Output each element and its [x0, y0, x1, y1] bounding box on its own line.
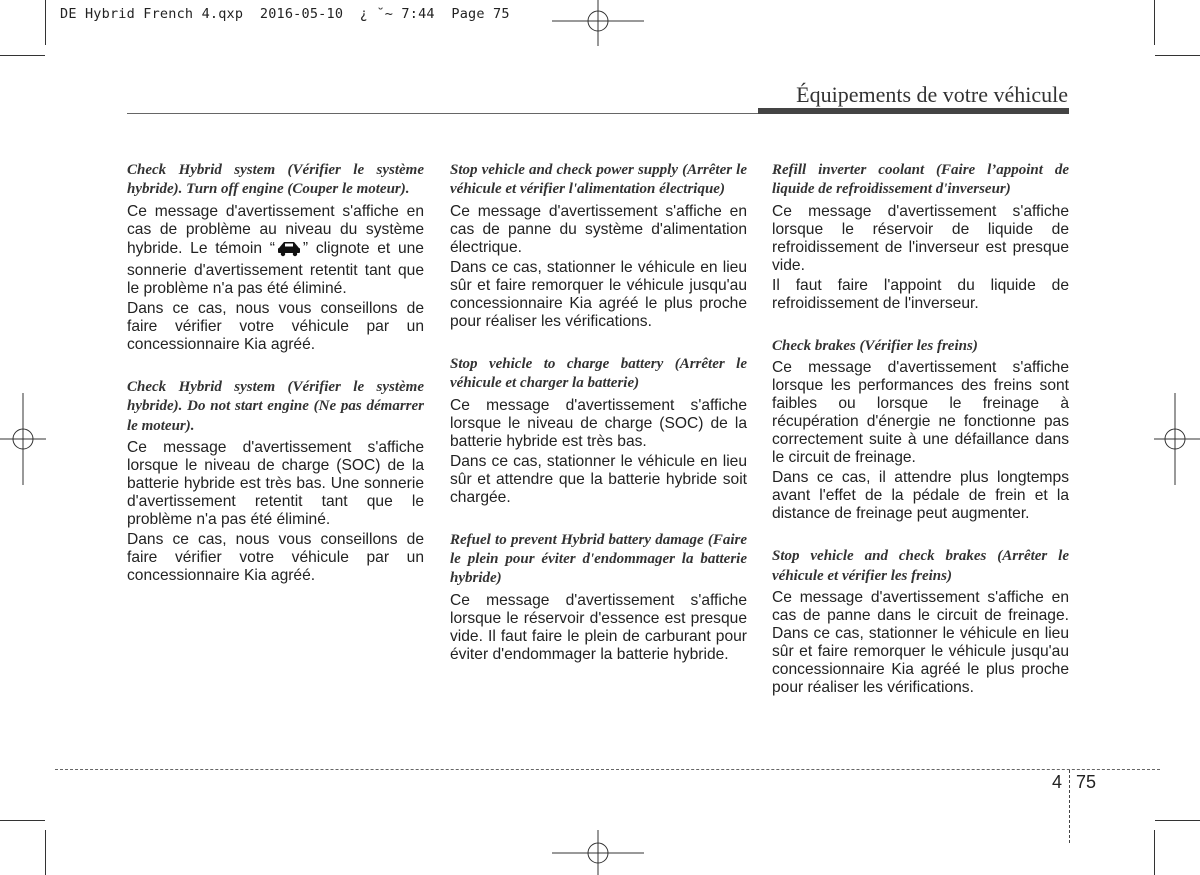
section-heading: Stop vehicle and check brakes (Arrêter le véhicule et vérifier les freins): [772, 548, 1069, 584]
paragraph-text: ” clignote et une sonnerie d'avertissement retentit tant que le problème n'a pas été éliminé.: [127, 239, 424, 297]
section-heading: Stop vehicle to charge battery (Arrêter le véhicule et charger la batterie): [450, 355, 747, 392]
body-paragraph: Ce message d'avertissement s'affiche lorsque le réservoir de liquide de refroidissement de l'inverseur est presque vide.: [772, 202, 1069, 274]
footer-dashed-rule: [55, 769, 1160, 770]
column-2: [450, 161, 747, 666]
body-paragraph: Dans ce cas, il attendre plus longtemps avant l'effet de la pédale de frein et la distance de freinage peut augmenter.: [772, 469, 1069, 523]
body-paragraph: Ce message d'avertissement s'affiche lorsque le niveau de charge (SOC) de la batterie hybride est très bas. Une sonnerie d'avertissement retentit tant que le problème n'a pas été éliminé.: [127, 439, 424, 529]
section-heading: Check Hybrid system (Vérifier le système hybride). Do not start engine (Ne pas démarrer le moteur).: [127, 378, 424, 434]
crop-mark-bottom-right-h: [1155, 820, 1200, 821]
section-heading: Check brakes (Vérifier les freins): [772, 337, 978, 354]
crop-mark-top-left-h: [0, 55, 45, 56]
section-heading: Refuel to prevent Hybrid battery damage (Faire le plein pour éviter d'endommager la batterie hybride): [450, 531, 747, 587]
body-paragraph: Ce message d'avertissement s'affiche en cas de panne dans le circuit de freinage. Dans ce cas, stationner le véhicule en lieu sûr et faire remorquer le véhicule jusqu'au concessionnaire Kia agréé le plus proche pour réaliser les vérifications.: [772, 589, 1069, 697]
section-heading: Refill inverter coolant (Faire l’appoint de liquide de refroidissement d'inverseur): [772, 162, 1069, 198]
crop-mark-top-left-v: [45, 0, 46, 45]
registration-mark-left: [0, 393, 46, 485]
printer-slug: DE Hybrid French 4.qxp 2016-05-10 ¿ ˘~ 7:44 Page 75: [60, 6, 510, 22]
header-rule: [127, 113, 758, 114]
header-rule-accent: [758, 108, 1069, 114]
paragraph-text: Ce message d'avertissement s'affiche en cas de problème au niveau du système hybride. Le témoin “: [127, 202, 424, 257]
column-3: [772, 161, 1069, 699]
crop-mark-bottom-right-v: [1154, 830, 1155, 875]
body-paragraph: Dans ce cas, stationner le véhicule en lieu sûr et faire remorquer le véhicule jusqu'au concessionnaire Kia agréé le plus proche pour réaliser les vérifications.: [450, 258, 747, 330]
body-paragraph: Ce message d'avertissement s'affiche en cas de panne du système d'alimentation électrique.: [450, 202, 747, 256]
crop-mark-top-right-v: [1154, 0, 1155, 45]
registration-mark-top: [552, 0, 644, 46]
hybrid-warning-icon: [276, 239, 302, 262]
body-paragraph: Dans ce cas, nous vous conseillons de faire vérifier votre véhicule par un concessionnaire Kia agréé.: [127, 531, 424, 585]
chapter-number: 4: [1052, 772, 1063, 792]
column-1: [127, 161, 424, 587]
body-paragraph: Ce message d'avertissement s'affiche lorsque le réservoir d'essence est presque vide. Il faut faire le plein de carburant pour éviter d'endommager la batterie hybride.: [450, 591, 747, 663]
crop-mark-bottom-left-v: [45, 830, 46, 875]
body-paragraph: Dans ce cas, stationner le véhicule en lieu sûr et attendre que la batterie hybride soit chargée.: [450, 452, 747, 506]
body-paragraph: Il faut faire l'appoint du liquide de refroidissement de l'inverseur.: [772, 276, 1069, 312]
section-heading: Check Hybrid system (Vérifier le système hybride). Turn off engine (Couper le moteur).: [127, 162, 424, 198]
body-paragraph: [127, 203, 424, 298]
body-paragraph: Ce message d'avertissement s'affiche lorsque le niveau de charge (SOC) de la batterie hybride est très bas.: [450, 396, 747, 450]
body-paragraph: Dans ce cas, nous vous conseillons de faire vérifier votre véhicule par un concessionnaire Kia agréé.: [127, 299, 424, 353]
page-number: 75: [1076, 772, 1097, 792]
body-paragraph: Ce message d'avertissement s'affiche lorsque les performances des freins sont faibles ou lorsque le freinage à récupération d'énergie ne fonctionne pas correctement suite à une défaillance dans le circuit de freinage.: [772, 359, 1069, 467]
registration-mark-right: [1154, 393, 1200, 485]
section-heading: Stop vehicle and check power supply (Arrêter le véhicule et vérifier l'alimentation électrique): [450, 162, 747, 198]
registration-mark-bottom: [552, 830, 644, 875]
crop-mark-top-right-h: [1155, 55, 1200, 56]
page-number-divider: [1069, 770, 1070, 843]
section-title: Équipements de votre véhicule: [796, 82, 1068, 107]
crop-mark-bottom-left-h: [0, 820, 45, 821]
